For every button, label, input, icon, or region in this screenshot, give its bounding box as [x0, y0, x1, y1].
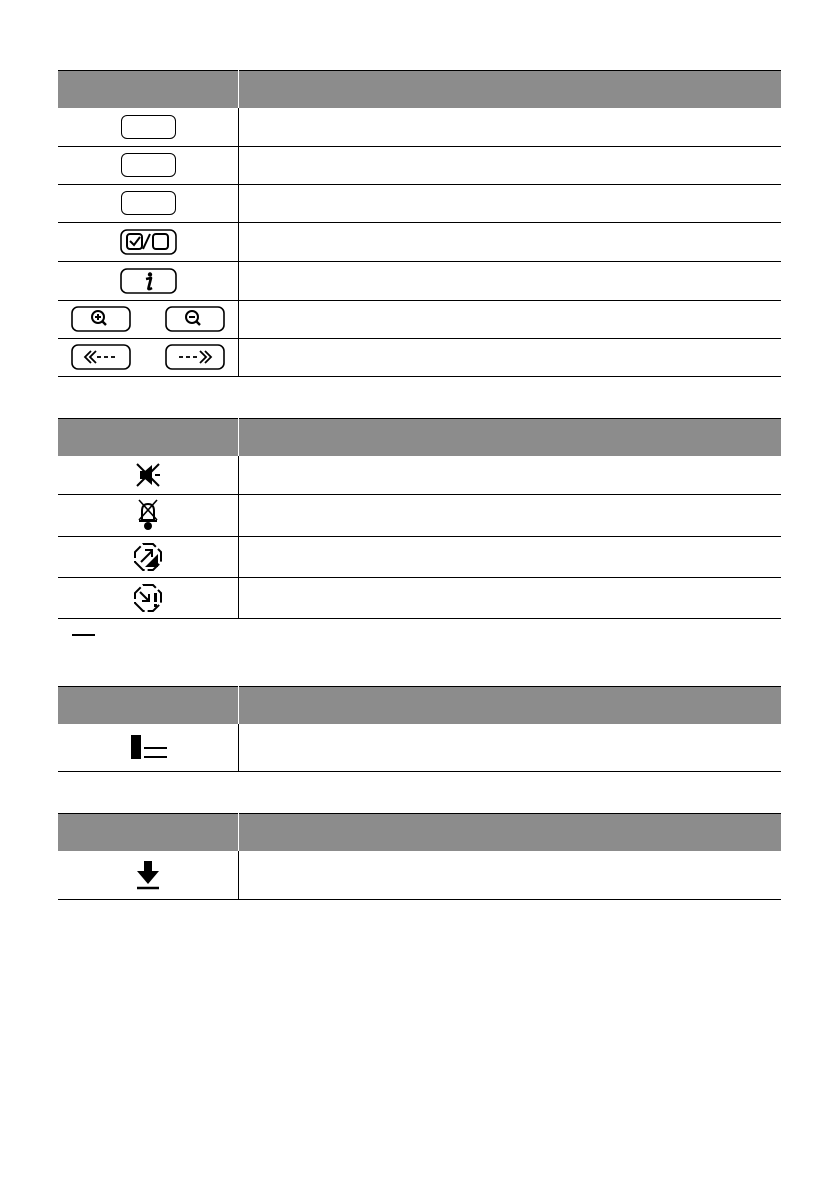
table-row — [58, 146, 781, 184]
description-cell — [239, 724, 782, 771]
description-cell — [239, 577, 782, 618]
description-cell — [239, 536, 782, 577]
header-cell — [58, 814, 239, 852]
description-cell — [239, 851, 782, 899]
zoom-out-key-icon — [165, 306, 225, 332]
arrow-up-right-badge-icon — [133, 542, 163, 572]
zoom-in-key-icon — [71, 306, 131, 332]
header-cell — [58, 71, 239, 109]
header-cell — [58, 687, 239, 725]
description-cell — [239, 300, 782, 338]
table-row — [58, 577, 781, 618]
header-cell — [58, 419, 239, 457]
status-icons-table — [58, 418, 781, 619]
note-underline — [72, 634, 95, 636]
blank-key-icon — [121, 153, 176, 177]
download-arrow-icon — [135, 859, 161, 891]
header-cell — [239, 687, 782, 725]
table-row — [58, 724, 781, 771]
table-row — [58, 184, 781, 222]
description-cell — [239, 108, 782, 146]
table-row — [58, 338, 781, 376]
header-cell — [239, 814, 782, 852]
table-row — [58, 456, 781, 494]
table-header-row — [58, 687, 781, 725]
blank-key-icon — [121, 115, 176, 139]
arrow-down-right-alert-icon — [133, 583, 163, 613]
description-cell — [239, 184, 782, 222]
header-cell — [239, 71, 782, 109]
speaker-mute-icon — [134, 461, 162, 489]
table-row — [58, 851, 781, 899]
check-uncheck-key-icon — [120, 229, 177, 255]
table-header-row — [58, 419, 781, 457]
page-forward-key-icon — [165, 344, 225, 370]
description-cell — [239, 146, 782, 184]
table-header-row — [58, 814, 781, 852]
table-row — [58, 536, 781, 577]
description-cell — [239, 261, 782, 300]
block-list-icon — [127, 733, 169, 761]
buttons-table — [58, 70, 781, 377]
blank-key-icon — [121, 191, 176, 215]
header-cell — [239, 419, 782, 457]
table-row — [58, 222, 781, 261]
table-row — [58, 108, 781, 146]
table-header-row — [58, 71, 781, 109]
description-cell — [239, 338, 782, 376]
page-back-key-icon — [71, 344, 131, 370]
download-icons-table — [58, 813, 781, 900]
table-row — [58, 494, 781, 536]
description-cell — [239, 456, 782, 494]
layout-icons-table — [58, 686, 781, 772]
description-cell — [239, 494, 782, 536]
table-row — [58, 300, 781, 338]
description-cell — [239, 222, 782, 261]
info-key-icon — [120, 268, 177, 294]
alarm-silenced-icon — [134, 498, 162, 532]
table-row — [58, 261, 781, 300]
